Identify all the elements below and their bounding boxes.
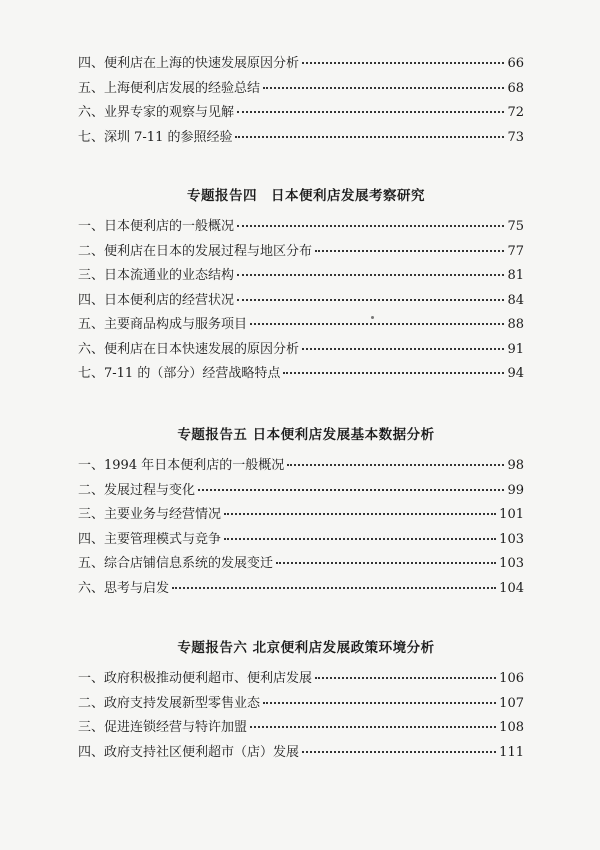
toc-entry-title: 七、7-11 的（部分）经营战略特点 [78,366,281,381]
toc-entry-page: 111 [499,744,524,760]
toc-entry[interactable] [78,503,524,528]
toc-entry-title: 四、日本便利店的经营状况 [78,292,235,308]
toc-entry-title: 一、政府积极推动便利超市、便利店发展 [78,671,313,686]
section-title: 专题报告四 日本便利店发展考察研究 [187,188,425,204]
section-title: 专题报告六 北京便利店发展政策环境分析 [177,640,435,656]
toc-entry[interactable] [78,215,524,240]
toc-entry-page: 98 [507,458,524,473]
toc-entry-page: 103 [499,531,524,547]
toc-entry[interactable] [78,741,524,766]
toc-entry-title: 五、主要商品构成与服务项目 [78,317,248,332]
toc-entry[interactable] [78,240,524,265]
dot-leader [224,512,496,515]
dot-leader [263,86,504,89]
toc-entry-title: 七、深圳 7-11 的参照经验 [78,129,233,145]
dot-leader [237,224,504,227]
dot-leader [198,488,504,491]
toc-entry-title: 五、综合店铺信息系统的发展变迁 [78,556,274,571]
toc-entry[interactable] [78,667,524,692]
toc-entry-title: 四、主要管理模式与竞争 [78,531,222,547]
toc-entry-page: 68 [507,80,524,96]
toc-entry[interactable] [78,716,524,741]
toc-entry[interactable] [78,362,524,387]
toc-section-report-4 [78,185,524,387]
toc-entry-page: 101 [499,507,524,522]
toc-entry-page: 84 [507,292,524,308]
toc-entry[interactable] [78,479,524,504]
toc-entry[interactable] [78,552,524,577]
toc-entry-page: 77 [507,243,524,259]
toc-entry-title: 三、日本流通业的业态结构 [78,268,235,283]
dot-leader [237,110,504,113]
toc-continued-block [78,52,524,150]
toc-entry[interactable] [78,528,524,553]
toc-entry-page: 81 [507,268,524,283]
dot-leader [302,61,504,64]
toc-entry[interactable] [78,454,524,479]
dot-leader [250,322,504,325]
toc-entry-page: 108 [499,720,524,735]
toc-entry[interactable] [78,126,524,151]
dot-leader [235,135,504,138]
toc-entry[interactable] [78,313,524,338]
toc-entry[interactable] [78,101,524,126]
toc-entry-page: 103 [499,556,524,571]
toc-entry[interactable] [78,264,524,289]
toc-entry[interactable] [78,338,524,363]
toc-entry-page: 107 [499,695,524,711]
toc-entry-title: 四、便利店在上海的快速发展原因分析 [78,56,300,71]
toc-entry-title: 六、思考与启发 [78,580,170,596]
toc-entry-page: 99 [507,482,524,498]
dot-leader [250,725,496,728]
toc-entry-page: 73 [507,129,524,145]
dot-leader [287,463,504,466]
toc-entry-title: 二、便利店在日本的发展过程与地区分布 [78,243,313,259]
toc-section-report-6 [78,637,524,765]
toc-entry-title: 三、促进连锁经营与特许加盟 [78,720,248,735]
toc-entry-page: 75 [507,219,524,234]
toc-entry-title: 六、便利店在日本快速发展的原因分析 [78,341,300,357]
toc-section-report-5 [78,424,524,601]
toc-entry-title: 四、政府支持社区便利超市（店）发展 [78,744,300,760]
section-title: 专题报告五 日本便利店发展基本数据分析 [177,427,435,443]
toc-entry-page: 104 [499,580,524,596]
toc-entry-title: 五、上海便利店发展的经验总结 [78,80,261,96]
toc-entry-page: 94 [507,366,524,381]
toc-entry-title: 二、政府支持发展新型零售业态 [78,695,261,711]
dot-leader [302,347,504,350]
toc-entry-title: 一、1994 年日本便利店的一般概况 [78,458,285,473]
toc-entry[interactable] [78,577,524,602]
toc-entry[interactable] [78,289,524,314]
dot-leader [172,586,496,589]
print-speck [371,316,374,319]
toc-entry-title: 六、业界专家的观察与见解 [78,105,235,120]
dot-leader [315,249,504,252]
toc-entry[interactable] [78,692,524,717]
toc-entry-title: 二、发展过程与变化 [78,482,196,498]
dot-leader [237,273,504,276]
toc-entry-page: 91 [507,341,524,357]
toc-entry-title: 一、日本便利店的一般概况 [78,219,235,234]
dot-leader [237,298,504,301]
toc-entry[interactable] [78,77,524,102]
dot-leader [315,676,496,679]
toc-entry-page: 88 [507,317,524,332]
dot-leader [276,561,496,564]
dot-leader [283,371,504,374]
dot-leader [224,537,496,540]
dot-leader [302,750,496,753]
toc-entry-page: 66 [507,56,524,71]
dot-leader [263,701,496,704]
toc-entry[interactable] [78,52,524,77]
toc-entry-page: 72 [507,105,524,120]
toc-entry-title: 三、主要业务与经营情况 [78,507,222,522]
toc-entry-page: 106 [499,671,524,686]
